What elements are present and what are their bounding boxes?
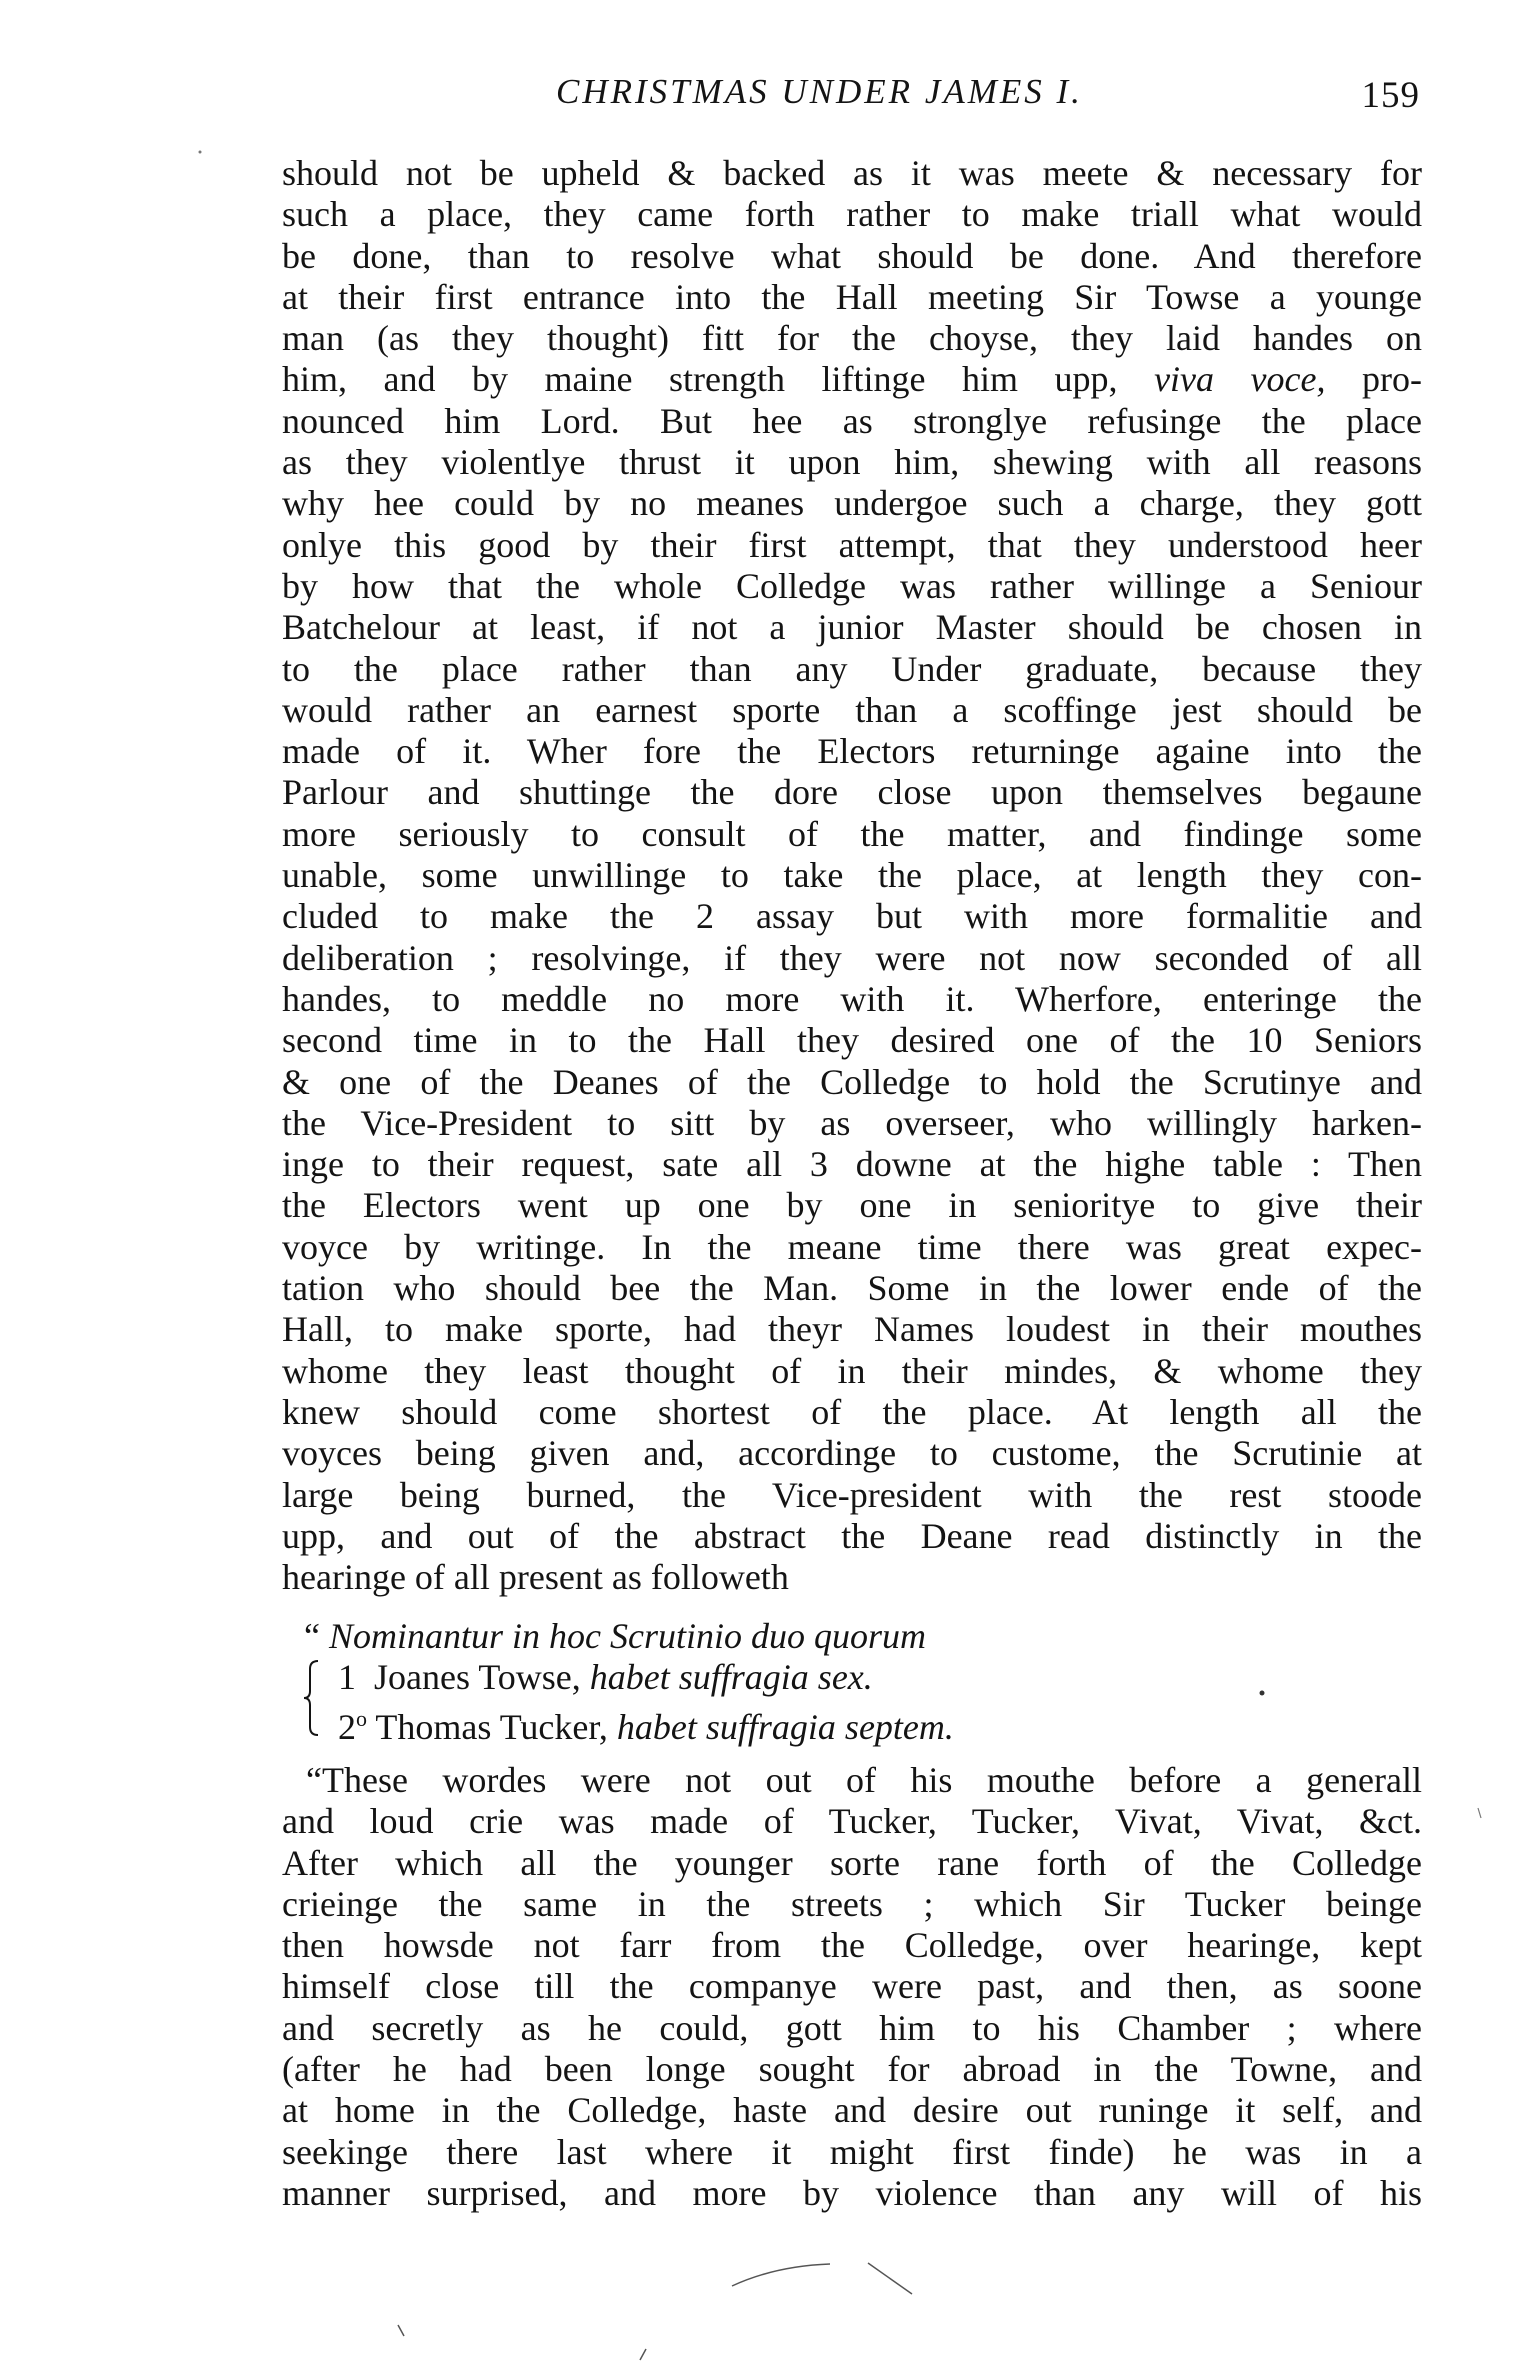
text-line: deliberation ; resolvinge, if they were not now seconded of all: [282, 937, 1422, 978]
page-header: [280, 72, 1420, 132]
text-line: would rather an earnest sporte than a scoffinge jest should be: [282, 689, 1422, 730]
text-line: tation who should bee the Man. Some in the lower ende of the: [282, 1268, 1422, 1309]
text-line: seekinge there last where it might first finde) he was in a: [282, 2131, 1422, 2172]
text-line: more seriously to consult of the matter, and findinge some: [282, 813, 1422, 854]
stray-mark: [1478, 1808, 1481, 1818]
text-line: man (as they thought) fitt for the choyse, they laid handes on: [282, 318, 1422, 359]
paragraph-1: [282, 153, 1422, 1598]
stray-mark: [398, 2325, 404, 2336]
text-line: & one of the Deanes of the Colledge to hold the Scrutinye and: [282, 1061, 1422, 1102]
text-line: himself close till the companye were past, and then, as soone: [282, 1966, 1422, 2007]
text-line: hearinge of all present as followeth: [282, 1557, 789, 1598]
text-line: the Electors went up one by one in senioritye to give their: [282, 1185, 1422, 1226]
quote-mark: “: [304, 1616, 320, 1656]
text-line: unable, some unwillinge to take the place, at length they con-: [282, 855, 1422, 896]
text-line: voyces being given and, accordinge to custome, the Scrutinie at: [282, 1433, 1422, 1474]
text-line: him, and by maine strength liftinge him upp, viva voce, pro-: [282, 359, 1422, 400]
text-line: and secretly as he could, gott him to his Chamber ; where: [282, 2007, 1422, 2048]
text-line: at home in the Colledge, haste and desire out runinge it self, and: [282, 2090, 1422, 2131]
text-line: Batchelour at least, if not a junior Master should be chosen in: [282, 607, 1422, 648]
text-line: at their first entrance into the Hall meeting Sir Towse a younge: [282, 276, 1422, 317]
text-line: manner surprised, and more by violence than any will of his: [282, 2172, 1422, 2213]
text-line: the Vice-President to sitt by as overseer, who willingly harken-: [282, 1102, 1422, 1143]
stray-mark: [868, 2263, 912, 2294]
nominee-list: [304, 1657, 1304, 1747]
text-line: After which all the younger sorte rane forth of the Colledge: [282, 1842, 1422, 1883]
nominee-1: [338, 1657, 1304, 1698]
brace-icon: [304, 1657, 322, 1739]
scrutiny-quote: [304, 1616, 1304, 1747]
text-line: whome they least thought of in their mindes, & whome they: [282, 1350, 1422, 1391]
text-line: to the place rather than any Under graduate, because they: [282, 648, 1422, 689]
nominee-1-votes: habet suffragia sex.: [589, 1657, 873, 1697]
latin-phrase: viva voce,: [1154, 359, 1326, 400]
text-line: as they violentlye thrust it upon him, shewing with all reasons: [282, 442, 1422, 483]
text-line: made of it. Wher fore the Electors returninge againe into the: [282, 731, 1422, 772]
text-line: handes, to meddle no more with it. Wherfore, enteringe the: [282, 978, 1422, 1019]
text-line: crieinge the same in the streets ; which Sir Tucker beinge: [282, 1883, 1422, 1924]
text-line: onlye this good by their first attempt, that they understood heer: [282, 524, 1422, 565]
stray-mark: [640, 2349, 646, 2360]
text-line: knew should come shortest of the place. At length all the: [282, 1391, 1422, 1432]
nominee-2-votes: habet suffragia septem.: [616, 1707, 954, 1747]
quote-intro-text: Nominantur in hoc Scrutinio duo quorum: [328, 1616, 926, 1656]
text-line: cluded to make the 2 assay but with more formalitie and: [282, 896, 1422, 937]
running-head-text: CHRISTMAS UNDER: [556, 72, 925, 111]
text-line: nounced him Lord. But hee as stronglye refusinge the place: [282, 400, 1422, 441]
text-line: Hall, to make sporte, had theyr Names loudest in their mouthes: [282, 1309, 1422, 1350]
text-line: second time in to the Hall they desired one of the 10 Seniors: [282, 1020, 1422, 1061]
text-line: Parlour and shuttinge the dore close upon themselves begaune: [282, 772, 1422, 813]
nominee-2-number: 2: [338, 1707, 356, 1747]
stray-dot: [199, 151, 202, 154]
text-line: “These wordes were not out of his mouthe before a generall: [306, 1760, 1422, 1800]
nominee-2-ordinal: o: [356, 1706, 367, 1731]
text-line: and loud crie was made of Tucker, Tucker, Vivat, Vivat, &ct.: [282, 1801, 1422, 1842]
nominee-2: [338, 1698, 1304, 1747]
text-line: should not be upheld & backed as it was meete & necessary for: [282, 153, 1422, 193]
text-line: voyce by writinge. In the meane time there was great expec-: [282, 1226, 1422, 1267]
text-line: then howsde not farr from the Colledge, over hearinge, kept: [282, 1925, 1422, 1966]
nominee-1-name: Joanes Towse,: [374, 1657, 581, 1697]
text-line: by how that the whole Colledge was rather willinge a Seniour: [282, 565, 1422, 606]
running-head-name: JAMES I.: [924, 72, 1083, 111]
text-line: inge to their request, sate all 3 downe at the highe table : Then: [282, 1144, 1422, 1185]
text-line: (after he had been longe sought for abroad in the Towne, and: [282, 2049, 1422, 2090]
text-line: large being burned, the Vice-president with the rest stoode: [282, 1474, 1422, 1515]
page-number: 159: [1361, 75, 1420, 116]
running-head: [556, 72, 1083, 112]
text-line: upp, and out of the abstract the Deane read distinctly in the: [282, 1515, 1422, 1556]
stray-mark: [732, 2264, 830, 2286]
nominee-2-name: Thomas Tucker,: [375, 1707, 608, 1747]
text-line: why hee could by no meanes undergoe such a charge, they gott: [282, 483, 1422, 524]
paragraph-2: [282, 1760, 1422, 2214]
nominee-1-number: 1: [338, 1657, 356, 1697]
quote-intro: [304, 1616, 1304, 1657]
text-line: be done, than to resolve what should be done. And therefore: [282, 235, 1422, 276]
text-line: such a place, they came forth rather to make triall what would: [282, 194, 1422, 235]
